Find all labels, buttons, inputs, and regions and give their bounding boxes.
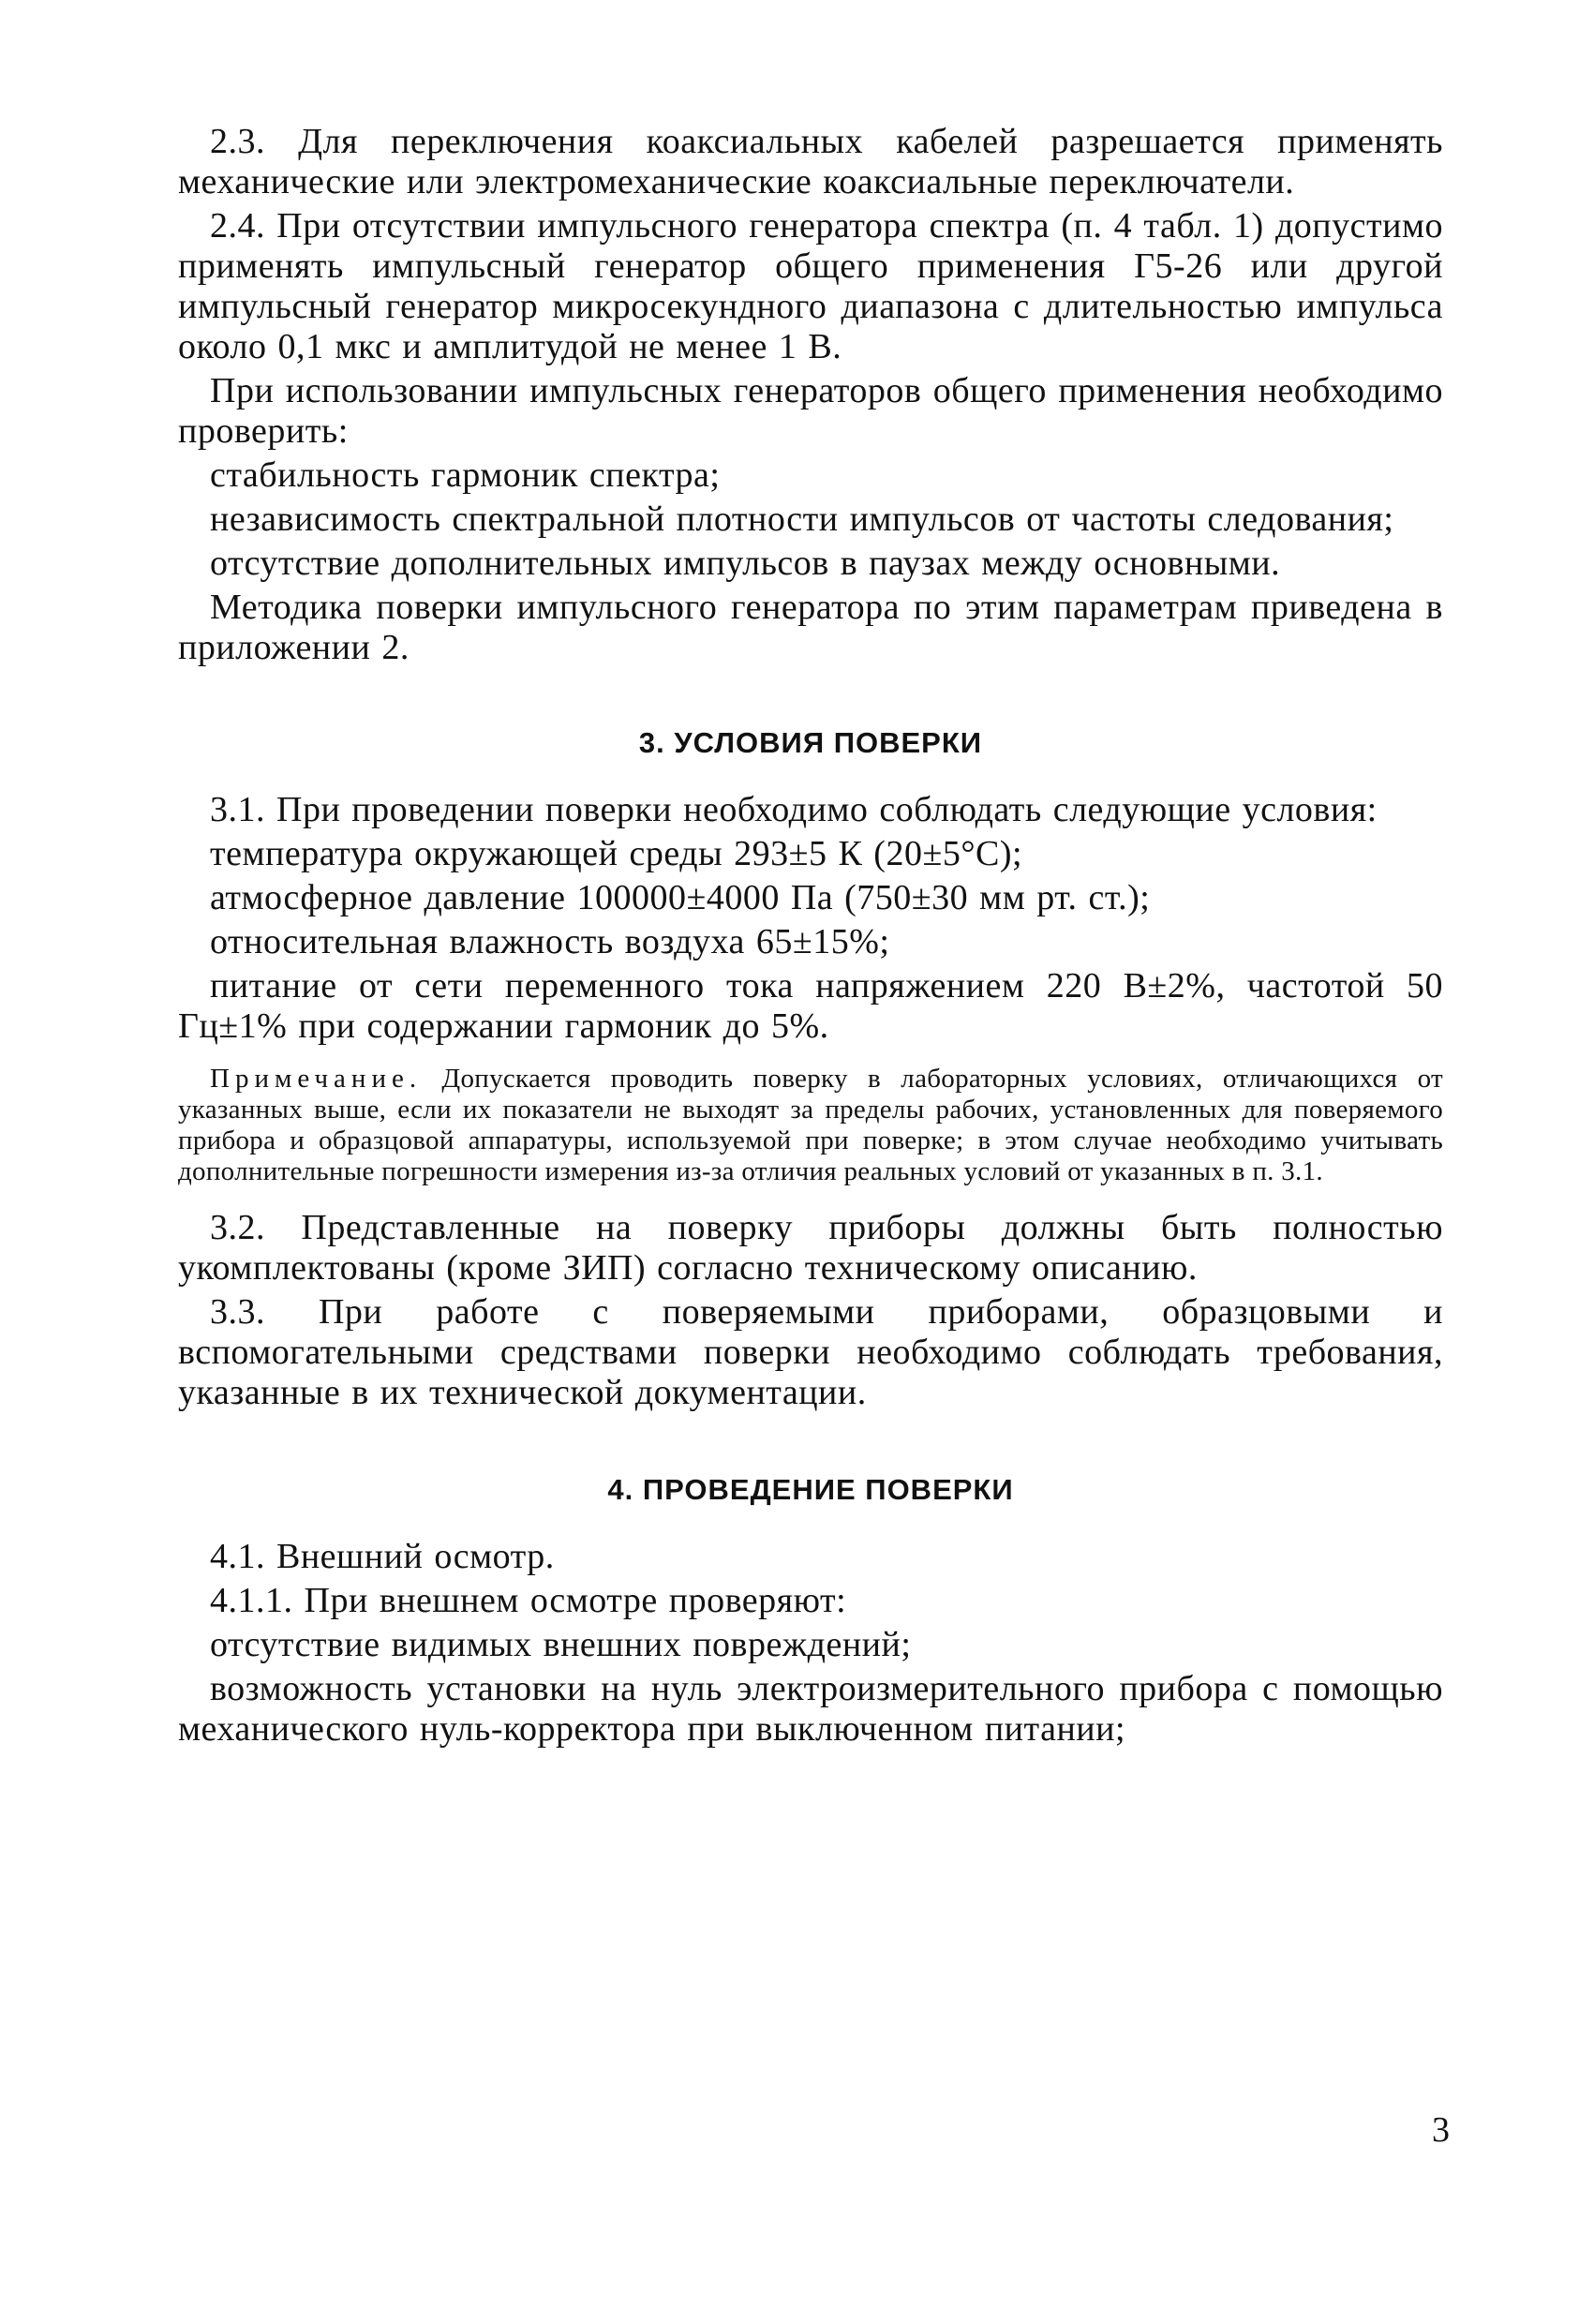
list-item-temperature: температура окружающей среды 293±5 К (20±5°С); xyxy=(210,834,1023,873)
paragraph-method-reference: Методика поверки импульсного генератора по этим параметрам приведена в приложении 2. xyxy=(178,588,1443,667)
paragraph-3-1: 3.1. При проведении поверки необходимо соблюдать следующие условия: xyxy=(210,790,1378,829)
list-item-extra-pulses: отсутствие дополнительных импульсов в паузах между основными. xyxy=(210,544,1281,583)
list-item-spectral-density: независимость спектральной плотности импульсов от частоты следования; xyxy=(210,499,1394,539)
note-block xyxy=(178,1064,1443,1187)
list-item-no-damage: отсутствие видимых внешних повреждений; xyxy=(210,1625,912,1664)
page-number: 3 xyxy=(1432,2110,1450,2150)
document-page xyxy=(178,122,1443,1753)
paragraph-4-1: 4.1. Внешний осмотр. xyxy=(210,1537,555,1576)
paragraph-2-3: 2.3. Для переключения коаксиальных кабелей разрешается применять механические или электромеханические коаксиальные переключатели. xyxy=(178,122,1443,201)
note-text: Допускается проводить поверку в лабораторных условиях, отличающихся от указанных выше, если их показатели не выходят за пределы рабочих, установленных для поверяемого прибора и образцовой аппаратуры, используемой при поверке; в этом случае необходимо учитывать дополнительные погрешности измерения из-за отличия реальных условий от указанных в п. 3.1. xyxy=(178,1064,1443,1186)
paragraph-generators-check: При использовании импульсных генераторов общего применения необходимо проверить: xyxy=(178,371,1443,451)
note-label: Примечание. xyxy=(210,1064,423,1094)
list-item-humidity: относительная влажность воздуха 65±15%; xyxy=(210,922,890,961)
paragraph-3-2: 3.2. Представленные на поверку приборы должны быть полностью укомплектованы (кроме ЗИП) согласно техническому описанию. xyxy=(178,1208,1443,1288)
section-4-heading: 4. ПРОВЕДЕНИЕ ПОВЕРКИ xyxy=(607,1473,1014,1506)
paragraph-3-3: 3.3. При работе с поверяемыми приборами, образцовыми и вспомогательными средствами поверки необходимо соблюдать требования, указанные в их технической документации. xyxy=(178,1292,1443,1412)
list-item-harmonic-stability: стабильность гармоник спектра; xyxy=(210,455,721,495)
list-item-power-supply: питание от сети переменного тока напряжением 220 В±2%, частотой 50 Гц±1% при содержании гармоник до 5%. xyxy=(178,966,1443,1046)
list-item-zero-setting: возможность установки на нуль электроизмерительного прибора с помощью механического нуль-корректора при выключенном питании; xyxy=(178,1669,1443,1749)
list-item-pressure: атмосферное давление 100000±4000 Па (750±30 мм рт. ст.); xyxy=(210,878,1151,917)
section-3-heading: 3. УСЛОВИЯ ПОВЕРКИ xyxy=(638,726,983,759)
paragraph-2-4: 2.4. При отсутствии импульсного генератора спектра (п. 4 табл. 1) допустимо применять импульсный генератор общего применения Г5-26 или другой импульсный генератор микросекундного диапазона с длительностью импульса около 0,1 мкс и амплитудой не менее 1 В. xyxy=(178,206,1443,366)
paragraph-4-1-1: 4.1.1. При внешнем осмотре проверяют: xyxy=(210,1581,847,1620)
